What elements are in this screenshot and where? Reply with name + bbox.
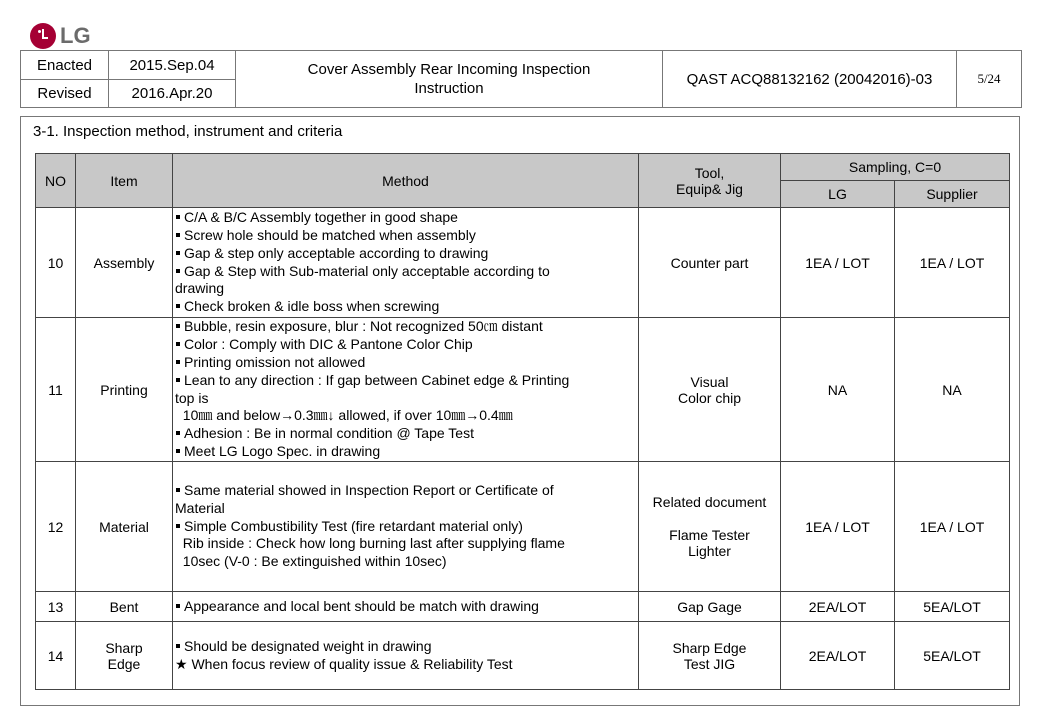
row-tool: Gap Gage bbox=[639, 592, 781, 622]
table-row bbox=[36, 318, 1010, 462]
header-sampling: Sampling, C=0 bbox=[781, 154, 1010, 181]
lg-logo-icon bbox=[30, 23, 56, 49]
row-tool: Counter part bbox=[639, 208, 781, 318]
document-header bbox=[20, 50, 1022, 108]
row-lg-sampling: NA bbox=[781, 318, 895, 462]
document-title: Cover Assembly Rear Incoming Inspection Instruction bbox=[236, 51, 663, 108]
row-item: Sharp Edge bbox=[76, 622, 173, 690]
header-lg: LG bbox=[781, 181, 895, 208]
row-lg-sampling: 1EA / LOT bbox=[781, 208, 895, 318]
section-title: 3-1. Inspection method, instrument and criteria bbox=[33, 123, 343, 140]
row-method: Appearance and local bent should be match with drawing bbox=[173, 592, 639, 622]
row-tool: Related document Flame Tester Lighter bbox=[639, 462, 781, 592]
row-supplier-sampling: 5EA/LOT bbox=[895, 622, 1010, 690]
row-item: Material bbox=[76, 462, 173, 592]
header-no: NO bbox=[36, 154, 76, 208]
header-method: Method bbox=[173, 154, 639, 208]
row-method: Should be designated weight in drawing ★ When focus review of quality issue & Reliability Test bbox=[173, 622, 639, 690]
row-method: Same material showed in Inspection Report or Certificate of Material Simple Combustibility Test (fire retardant material only) Rib inside : Check how long burning last after supplying flame 10sec (V-0 : Be extinguished within 10sec) bbox=[173, 462, 639, 592]
row-no: 14 bbox=[36, 622, 76, 690]
table-row bbox=[36, 592, 1010, 622]
row-lg-sampling: 2EA/LOT bbox=[781, 592, 895, 622]
row-method: Bubble, resin exposure, blur : Not recognized 50㎝ distant Color : Comply with DIC & Pantone Color Chip Printing omission not allowed Lean to any direction : If gap between Cabinet edge & Printing top is 10㎜ and below→0.3㎜↓ allowed, if over 10㎜→0.4㎜ Adhesion : Be in normal condition @ Tape Test Meet LG Logo Spec. in drawing bbox=[173, 318, 639, 462]
row-no: 12 bbox=[36, 462, 76, 592]
row-tool: Visual Color chip bbox=[639, 318, 781, 462]
row-lg-sampling: 1EA / LOT bbox=[781, 462, 895, 592]
header-item: Item bbox=[76, 154, 173, 208]
header-supplier: Supplier bbox=[895, 181, 1010, 208]
revised-label: Revised bbox=[21, 80, 109, 108]
header-tool: Tool, Equip& Jig bbox=[639, 154, 781, 208]
row-tool: Sharp Edge Test JIG bbox=[639, 622, 781, 690]
enacted-label: Enacted bbox=[21, 51, 109, 80]
lg-logo bbox=[30, 22, 91, 50]
revised-date: 2016.Apr.20 bbox=[109, 80, 236, 108]
row-item: Printing bbox=[76, 318, 173, 462]
row-item: Assembly bbox=[76, 208, 173, 318]
row-no: 11 bbox=[36, 318, 76, 462]
enacted-date: 2015.Sep.04 bbox=[109, 51, 236, 80]
table-row bbox=[36, 622, 1010, 690]
row-no: 13 bbox=[36, 592, 76, 622]
page-number: 5/24 bbox=[957, 51, 1022, 108]
row-supplier-sampling: 5EA/LOT bbox=[895, 592, 1010, 622]
table-row bbox=[36, 462, 1010, 592]
row-supplier-sampling: 1EA / LOT bbox=[895, 208, 1010, 318]
logo-text: LG bbox=[60, 23, 91, 48]
row-item: Bent bbox=[76, 592, 173, 622]
inspection-table bbox=[35, 153, 1010, 690]
row-no: 10 bbox=[36, 208, 76, 318]
row-supplier-sampling: 1EA / LOT bbox=[895, 462, 1010, 592]
row-lg-sampling: 2EA/LOT bbox=[781, 622, 895, 690]
row-method: C/A & B/C Assembly together in good shape Screw hole should be matched when assembly Gap & step only acceptable according to drawing Gap & Step with Sub-material only acceptable according to drawing Check broken & idle boss when screwing bbox=[173, 208, 639, 318]
row-supplier-sampling: NA bbox=[895, 318, 1010, 462]
table-row bbox=[36, 208, 1010, 318]
document-number: QAST ACQ88132162 (20042016)-03 bbox=[663, 51, 957, 108]
